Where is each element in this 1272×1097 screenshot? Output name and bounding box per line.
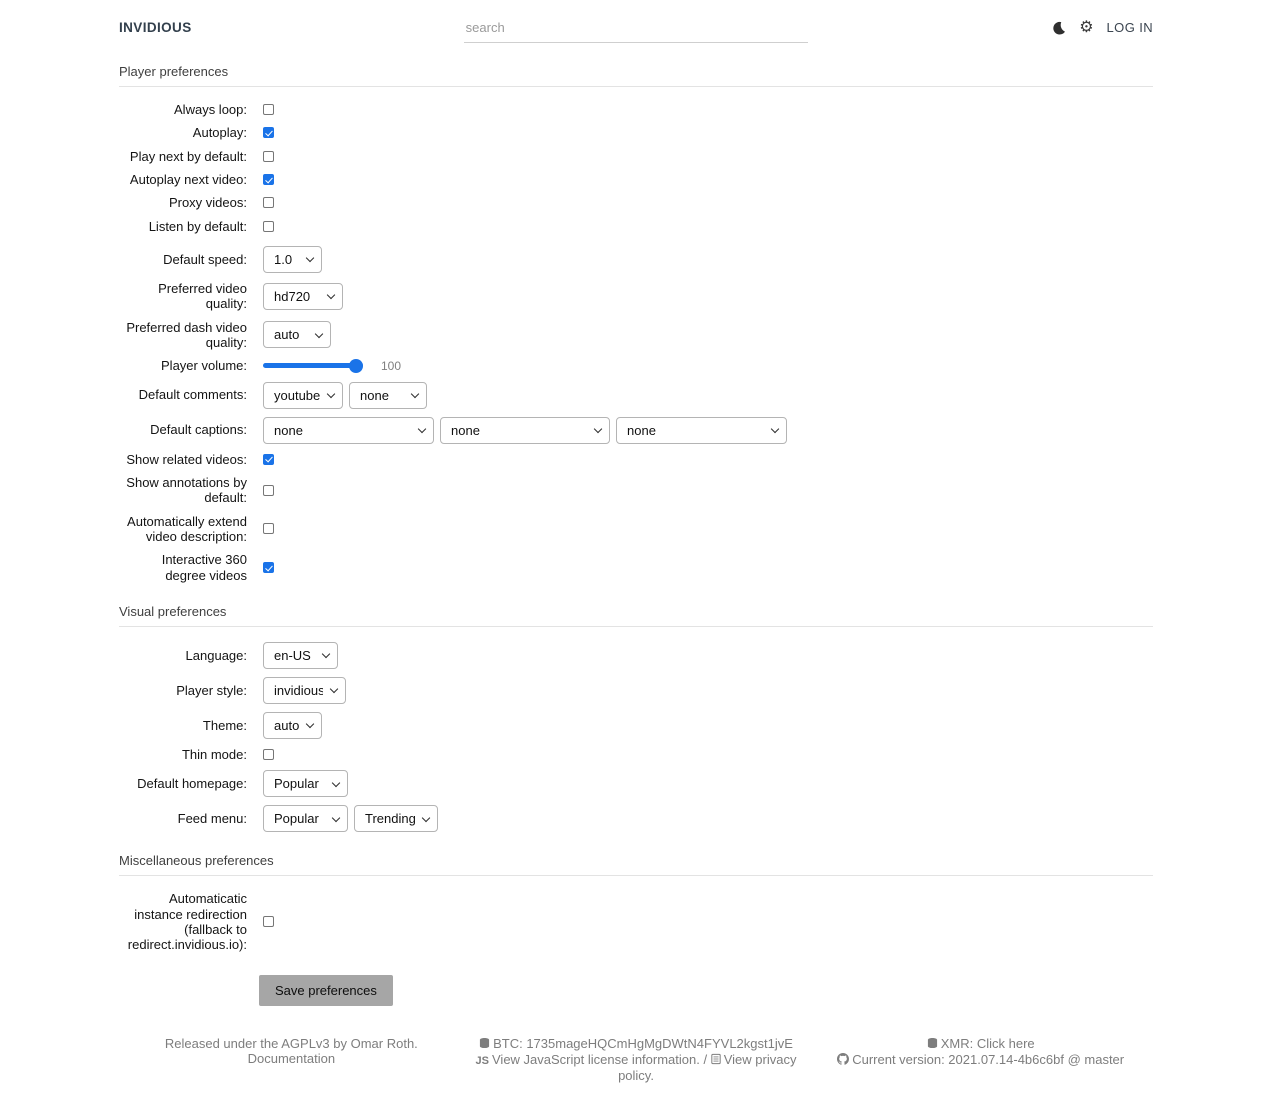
player-volume-slider[interactable] — [263, 359, 363, 373]
js-license-link[interactable]: View JavaScript license information. — [492, 1051, 700, 1067]
pref-row-thin-mode — [119, 747, 1153, 762]
proxy-videos-label: Proxy videos: — [168, 195, 247, 211]
preferred-quality-select[interactable] — [263, 283, 343, 310]
play-next-checkbox[interactable] — [263, 151, 274, 162]
privacy-policy-link[interactable]: View privacy policy. — [618, 1051, 797, 1083]
extend-description-label: Automatically extend video description: — [127, 513, 247, 544]
feed-menu-label: Feed menu: — [177, 811, 247, 827]
default-captions-select-1-wrap — [263, 417, 434, 444]
preferred-quality-select-wrap — [263, 283, 343, 310]
theme-select[interactable] — [263, 712, 322, 739]
footer — [119, 1036, 1153, 1097]
footer-btc-text: BTC: 1735mageHQCmHgMgDWtN4FYVL2kgst1jvE — [493, 1035, 793, 1051]
play-next-label: Play next by default: — [129, 148, 247, 164]
section-title-miscellaneous-preferences: Miscellaneous preferences — [119, 853, 1153, 876]
default-comments-label: Default comments: — [138, 387, 247, 403]
player-style-select-wrap — [263, 677, 346, 704]
autoplay-checkbox[interactable] — [263, 127, 274, 138]
vr-mode-label: Interactive 360 degree videos — [161, 552, 247, 583]
language-label: Language: — [185, 647, 247, 663]
pref-row-annotations — [119, 475, 1153, 506]
default-speed-label: Default speed: — [163, 251, 247, 267]
default-captions-select-1[interactable] — [263, 417, 434, 444]
feed-menu-select-1[interactable] — [263, 805, 348, 832]
save-preferences-button[interactable]: Save preferences — [259, 975, 393, 1006]
pref-row-listen-by-default — [119, 219, 1153, 234]
default-comments-select-2[interactable] — [349, 382, 427, 409]
pref-row-language — [119, 642, 1153, 669]
xmr-link[interactable]: Click here — [976, 1035, 1035, 1051]
player-style-label: Player style: — [176, 682, 247, 698]
brand-link[interactable]: INVIDIOUS — [119, 20, 192, 35]
pref-row-default-homepage — [119, 770, 1153, 797]
footer-version-column — [808, 1036, 1153, 1083]
player-volume-value: 100 — [381, 358, 402, 373]
pref-row-vr-mode — [119, 552, 1153, 583]
feed-menu-select-2[interactable] — [354, 805, 438, 832]
pref-row-default-captions — [119, 417, 1153, 444]
default-comments-select-1-wrap — [263, 382, 343, 409]
language-select[interactable] — [263, 642, 338, 669]
proxy-videos-checkbox[interactable] — [263, 197, 274, 208]
default-speed-select[interactable] — [263, 246, 322, 273]
document-icon — [711, 1053, 721, 1068]
listen-by-default-label: Listen by default: — [148, 218, 247, 234]
default-homepage-select-wrap — [263, 770, 348, 797]
default-captions-select-3-wrap — [616, 417, 787, 444]
gear-icon: ⚙ — [1079, 19, 1094, 36]
preferred-quality-label: Preferred video quality: — [158, 280, 247, 312]
pref-row-autoplay — [119, 125, 1153, 140]
pref-row-related-videos — [119, 452, 1153, 467]
feed-menu-select-1-wrap — [263, 805, 348, 832]
default-captions-select-2[interactable] — [440, 417, 610, 444]
thin-mode-checkbox[interactable] — [263, 749, 274, 760]
default-homepage-select[interactable] — [263, 770, 348, 797]
pref-row-always-loop — [119, 102, 1153, 117]
autoplay-next-label: Autoplay next video: — [129, 171, 247, 187]
thin-mode-label: Thin mode: — [181, 746, 247, 762]
preferred-dash-quality-select[interactable] — [263, 321, 331, 348]
default-captions-label: Default captions: — [150, 422, 247, 438]
extend-description-checkbox[interactable] — [263, 523, 274, 534]
always-loop-label: Always loop: — [174, 102, 247, 117]
auto-redirect-checkbox[interactable] — [263, 916, 274, 927]
documentation-link[interactable]: Documentation — [247, 1050, 336, 1066]
annotations-label: Show annotations by default: — [126, 474, 247, 506]
player-style-select[interactable] — [263, 677, 346, 704]
default-comments-select-2-wrap — [349, 382, 427, 409]
theme-select-wrap — [263, 712, 322, 739]
pref-row-default-speed — [119, 246, 1153, 273]
pref-row-preferred-quality — [119, 281, 1153, 312]
topbar-middle — [464, 14, 809, 43]
theme-label: Theme: — [202, 717, 247, 733]
default-captions-select-2-wrap — [440, 417, 610, 444]
autoplay-next-checkbox[interactable] — [263, 174, 274, 185]
player-volume-label: Player volume: — [161, 358, 247, 374]
coin-icon — [927, 1037, 938, 1052]
pref-row-proxy-videos — [119, 195, 1153, 210]
preferred-dash-quality-label: Preferred dash video quality: — [126, 319, 247, 350]
pref-row-player-volume — [119, 358, 1153, 373]
footer-license-column — [119, 1036, 464, 1083]
related-videos-checkbox[interactable] — [263, 454, 274, 465]
coin-icon — [479, 1037, 490, 1052]
default-homepage-label: Default homepage: — [137, 776, 247, 792]
search-input[interactable] — [464, 14, 809, 43]
section-title-player-preferences: Player preferences — [119, 64, 1153, 87]
pref-row-theme — [119, 712, 1153, 739]
pref-row-play-next — [119, 149, 1153, 164]
topbar-right — [808, 14, 1153, 42]
footer-separator: / — [703, 1051, 708, 1067]
footer-donate-column — [464, 1036, 809, 1083]
js-icon: JS — [475, 1054, 489, 1067]
section-title-visual-preferences: Visual preferences — [119, 604, 1153, 627]
pref-row-auto-redirect — [119, 891, 1153, 952]
login-link[interactable]: LOG IN — [1106, 20, 1154, 35]
feed-menu-select-2-wrap — [354, 805, 438, 832]
footer-version-text: Current version: 2021.07.14-4b6c6bf @ master — [852, 1051, 1125, 1067]
always-loop-checkbox[interactable] — [263, 104, 274, 115]
pref-row-autoplay-next — [119, 172, 1153, 187]
footer-xmr-text: XMR: — [940, 1035, 974, 1051]
dark-mode-toggle[interactable] — [1052, 21, 1066, 35]
pref-row-default-comments — [119, 382, 1153, 409]
vr-mode-checkbox[interactable] — [263, 562, 274, 573]
preferences-button[interactable] — [1079, 20, 1093, 36]
save-row — [119, 975, 1153, 1006]
top-bar — [119, 0, 1153, 43]
pref-row-preferred-dash-quality — [119, 320, 1153, 351]
auto-redirect-label: Automaticatic instance redirection (fallback to redirect.invidious.io): — [127, 891, 247, 953]
topbar-left — [119, 14, 464, 42]
pref-row-player-style — [119, 677, 1153, 704]
related-videos-label: Show related videos: — [126, 451, 247, 467]
preferred-dash-quality-select-wrap — [263, 321, 331, 348]
github-icon — [837, 1053, 849, 1068]
annotations-checkbox[interactable] — [263, 485, 274, 496]
default-captions-select-3[interactable] — [616, 417, 787, 444]
listen-by-default-checkbox[interactable] — [263, 221, 274, 232]
pref-row-extend-description — [119, 514, 1153, 545]
footer-license-text: Released under the AGPLv3 by Omar Roth. — [164, 1035, 418, 1051]
pref-row-feed-menu — [119, 805, 1153, 832]
default-comments-select-1[interactable] — [263, 382, 343, 409]
default-speed-select-wrap — [263, 246, 322, 273]
moon-icon — [1052, 21, 1066, 35]
autoplay-label: Autoplay: — [192, 125, 247, 141]
language-select-wrap — [263, 642, 338, 669]
